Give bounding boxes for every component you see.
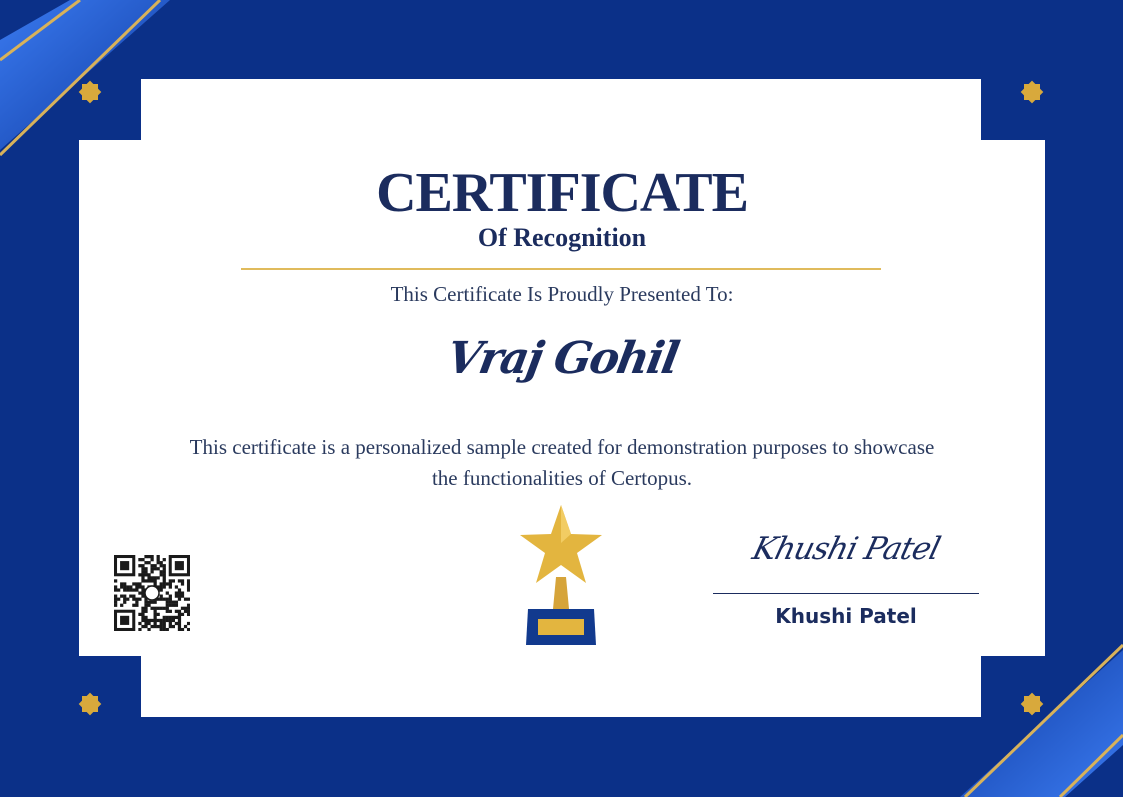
certificate-card [79, 79, 1045, 717]
certificate-subtitle: Of Recognition [477, 223, 647, 252]
recipient-name: Vraj Gohil [442, 333, 682, 384]
presented-to-line: This Certificate Is Proudly Presented To: [390, 282, 734, 306]
gold-divider [241, 268, 881, 270]
signer-name: Khushi Patel [775, 604, 917, 628]
certificate-title: CERTIFICATE [376, 162, 748, 224]
signature-line [713, 593, 979, 594]
qr-code-icon [114, 555, 190, 631]
trophy-icon [520, 505, 602, 648]
certificate-description: This certificate is a personalized sample created for demonstration purposes to showcase the functionalities of Certopus. [189, 435, 935, 490]
signature-script: Khushi Patel [748, 531, 944, 567]
